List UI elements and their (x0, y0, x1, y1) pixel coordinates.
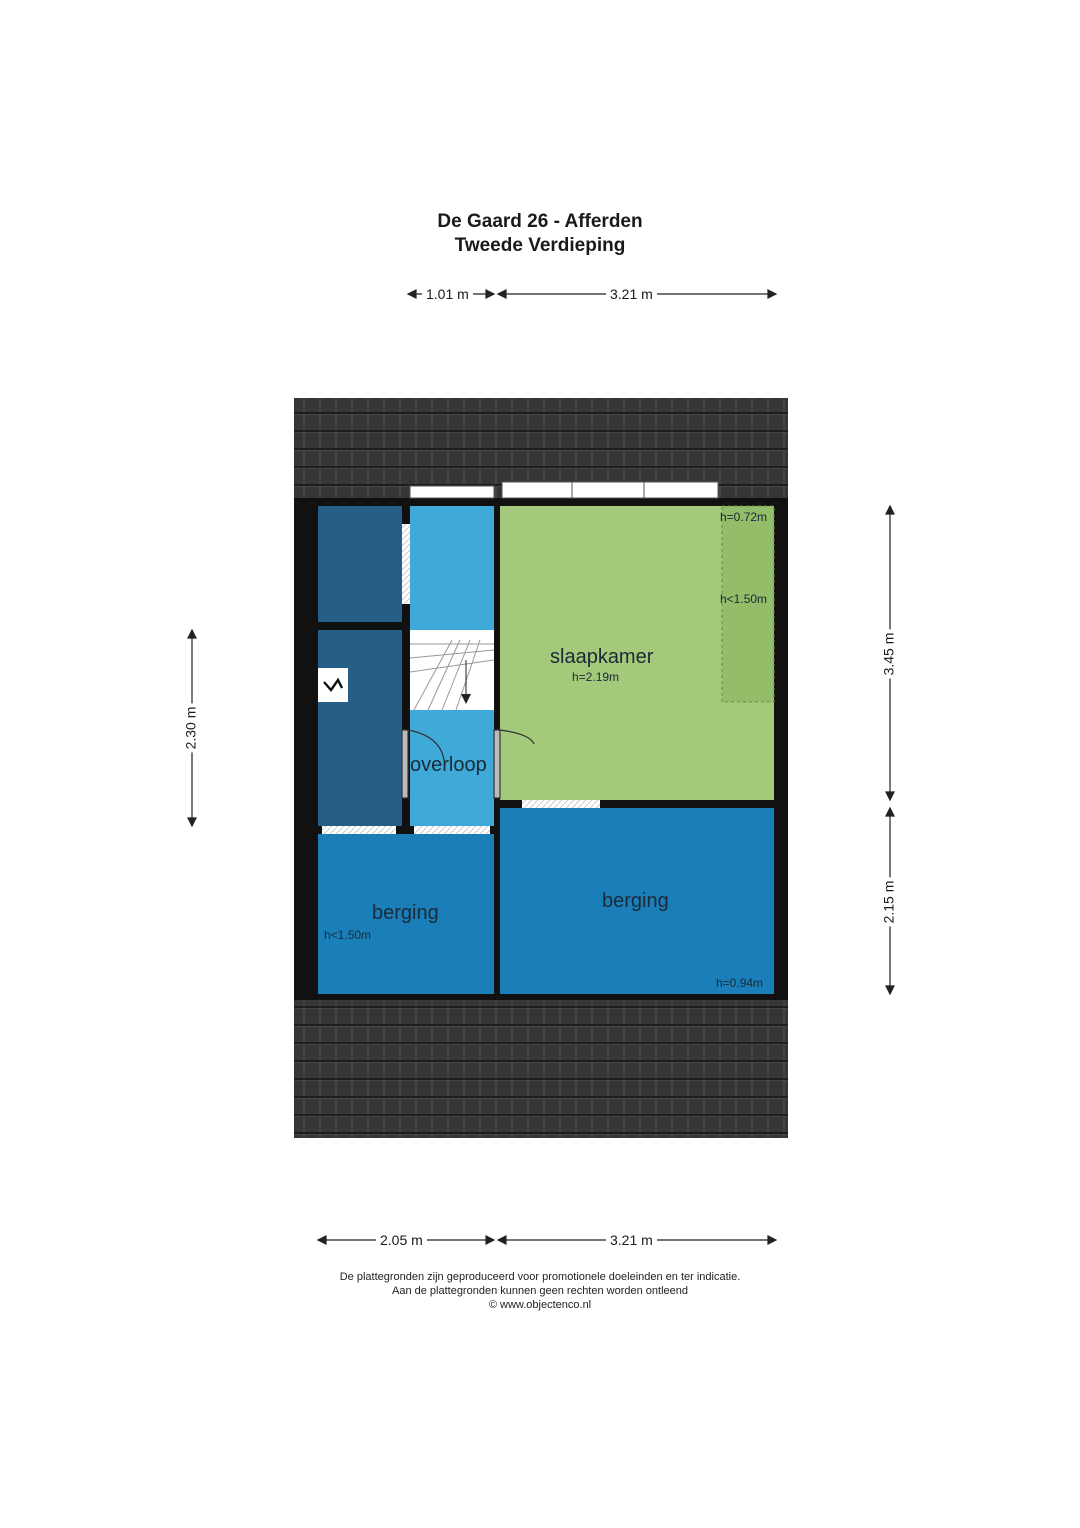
dim-right-top: 3.45 m (880, 630, 896, 679)
height-berging-right: h=0.94m (716, 976, 764, 990)
room-label-overloop: overloop (410, 754, 487, 776)
disclaimer-line1: De plattegronden zijn geproduceerd voor promotionele doeleinden en ter indicatie. (339, 1271, 741, 1283)
dim-right-bottom: 2.15 m (880, 878, 896, 927)
height-berging-left: h<1.50m (324, 928, 372, 942)
room-label-berging-right: berging (602, 890, 669, 912)
dim-top-left: 1.01 m (422, 286, 473, 302)
boiler-icon (318, 668, 348, 702)
storage-dark-mid (318, 630, 402, 826)
dim-left: 2.30 m (182, 704, 198, 753)
roof-bottom (294, 998, 788, 1138)
dim-bottom-left: 2.05 m (376, 1232, 427, 1248)
room-label-slaapkamer: slaapkamer (550, 646, 654, 668)
storage-dark-top (318, 506, 402, 622)
height-slaapkamer: h=2.19m (572, 670, 620, 684)
plan-subtitle: Tweede Verdieping (454, 235, 626, 256)
copyright-link[interactable]: © www.objectenco.nl (488, 1299, 592, 1311)
height-slope-high: h=0.72m (720, 510, 768, 524)
plan-title: De Gaard 26 - Afferden (437, 211, 643, 232)
height-slope-low: h<1.50m (720, 592, 768, 606)
room-label-berging-left: berging (372, 902, 439, 924)
dim-top-right: 3.21 m (606, 286, 657, 302)
disclaimer-line2: Aan de plattegronden kunnen geen rechten worden ontleend (391, 1285, 688, 1297)
overloop-top (410, 506, 494, 630)
dim-bottom-right: 3.21 m (606, 1232, 657, 1248)
